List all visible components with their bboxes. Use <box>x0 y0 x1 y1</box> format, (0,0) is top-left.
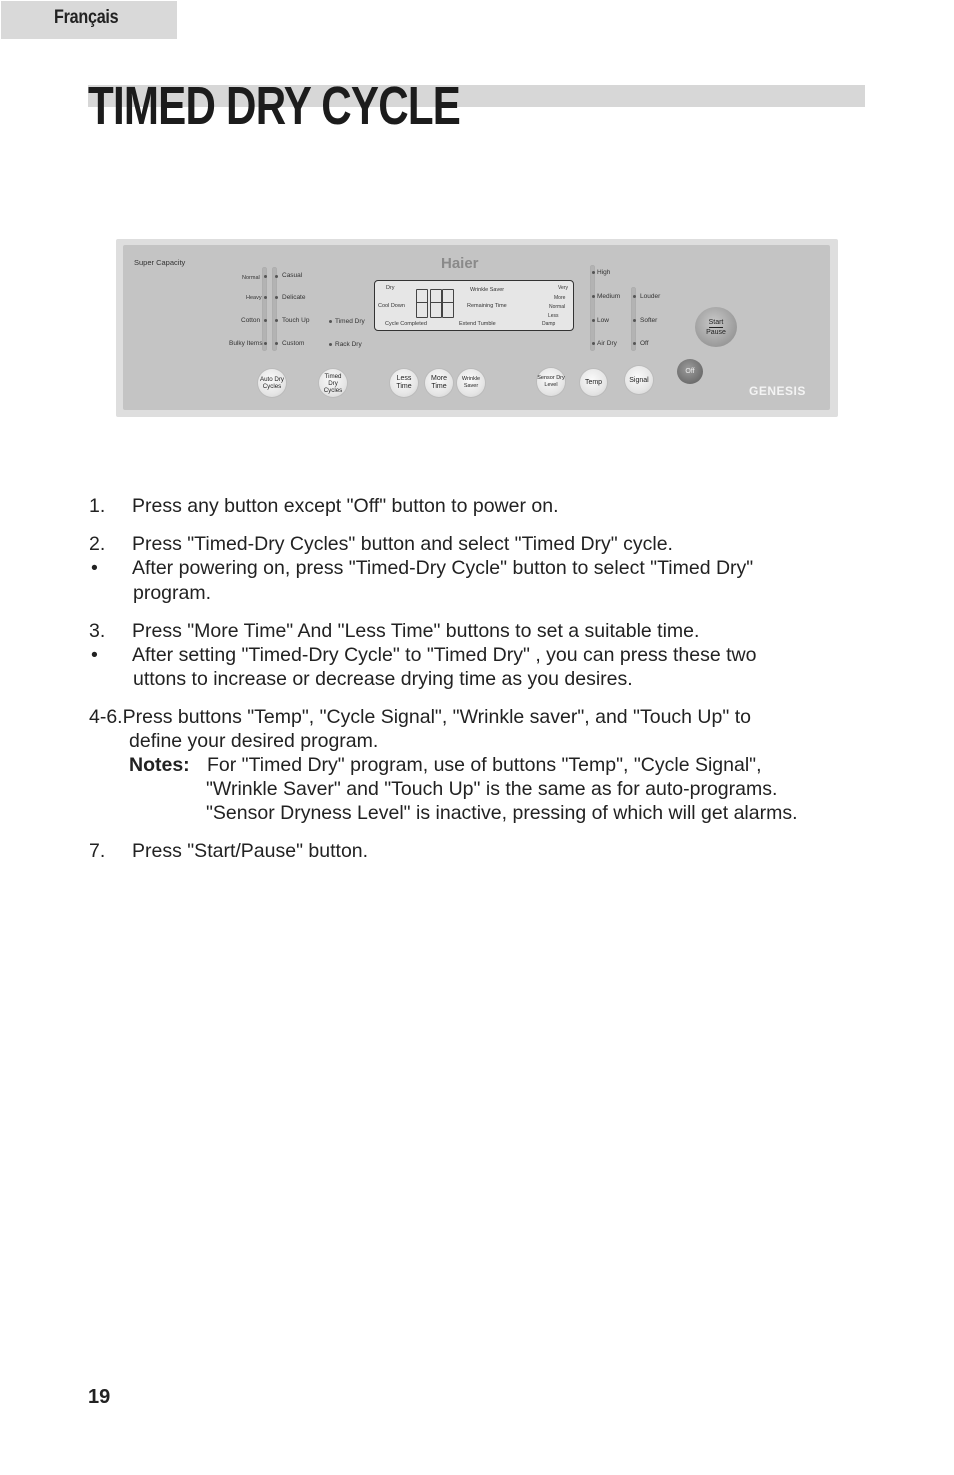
step-1-text: Press any button except "Off" button to power on. <box>132 495 559 517</box>
cycle-delicate-label: Delicate <box>282 294 306 301</box>
bullet-1-line-2: program. <box>133 582 212 604</box>
display-extend-label: Extend Tumble <box>459 321 496 327</box>
notes-label: Notes: <box>129 754 190 776</box>
wrinkle-saver-button: Wrinkle Saver <box>457 369 485 397</box>
indicator-dot <box>329 320 332 323</box>
temp-medium-label: Medium <box>597 293 621 300</box>
step-2-text: Press "Timed-Dry Cycles" button and select "Timed Dry" cycle. <box>132 533 673 555</box>
display-completed-label: Cycle Completed <box>385 321 427 327</box>
digit-segment <box>430 289 442 318</box>
cycle-cotton-label: Cotton <box>241 317 261 324</box>
dryness-normal: Normal <box>549 304 566 310</box>
indicator-dot <box>264 319 267 322</box>
language-tab <box>1 1 177 39</box>
display-dry-label: Dry <box>386 285 395 291</box>
bullet-2-line-1: After setting "Timed-Dry Cycle" to "Timed Dry" , you can press these two <box>132 644 757 666</box>
indicator-dot <box>633 342 636 345</box>
timed-dry-label: Timed Dry <box>335 318 365 325</box>
page-number: 19 <box>88 1386 111 1408</box>
dryness-less: Less <box>548 313 559 319</box>
temp-low-label: Low <box>597 317 609 324</box>
auto-dry-cycles-button: Auto Dry Cycles <box>258 369 286 397</box>
step-3-number: 3. <box>89 620 106 642</box>
cycle-heavy-label: Heavy <box>246 295 262 301</box>
step-7-text: Press "Start/Pause" button. <box>132 840 369 862</box>
notes-line-1: For "Timed Dry" program, use of buttons "Temp", "Cycle Signal", <box>207 754 762 776</box>
step-2-number: 2. <box>89 533 106 555</box>
page-title: TIMED DRY CYCLE <box>88 76 461 136</box>
bullet: • <box>91 557 98 579</box>
language-label: Français <box>54 7 119 28</box>
start-label: Start <box>708 318 724 326</box>
timed-dry-cycles-button: Timed Dry Cycles <box>319 369 347 397</box>
cycle-bulky-label: Bulky Items <box>229 340 263 347</box>
indicator-dot <box>275 342 278 345</box>
digit-segment <box>442 289 454 318</box>
display-wrinkle-label: Wrinkle Saver <box>470 287 505 293</box>
display-remaining-label: Remaining Time <box>467 303 507 309</box>
sensor-dry-level-button: Sensor Dry Level <box>537 368 565 396</box>
indicator-dot <box>275 296 278 299</box>
lcd-display <box>374 280 574 331</box>
temp-slot <box>590 265 595 351</box>
cycle-normal-label: Normal <box>242 275 260 281</box>
indicator-dot <box>633 295 636 298</box>
more-time-button: More Time <box>425 369 453 397</box>
rack-dry-label: Rack Dry <box>335 341 362 348</box>
display-cooldown-label: Cool Down <box>378 303 405 309</box>
cycle-custom-label: Custom <box>282 340 305 347</box>
notes-line-3: "Sensor Dryness Level" is inactive, pressing of which will get alarms. <box>206 802 798 824</box>
indicator-dot <box>275 275 278 278</box>
dryness-very: Very <box>558 285 569 291</box>
cycle-slot-left <box>262 267 267 351</box>
bullet-1-line-1: After powering on, press "Timed-Dry Cycle" button to select "Timed Dry" <box>132 557 754 579</box>
signal-off-label: Off <box>640 340 649 347</box>
indicator-dot <box>264 275 267 278</box>
digit-segment <box>416 289 428 318</box>
cycle-touchup-label: Touch Up <box>282 317 310 324</box>
step-3-text: Press "More Time" And "Less Time" buttons to set a suitable time. <box>132 620 700 642</box>
indicator-dot <box>592 271 595 274</box>
signal-button: Signal <box>625 366 653 394</box>
less-time-button: Less Time <box>390 369 418 397</box>
bullet-2-line-2: uttons to increase or decrease drying time as you desires. <box>133 668 633 690</box>
signal-softer-label: Softer <box>640 317 658 324</box>
indicator-dot <box>329 343 332 346</box>
temp-airdry-label: Air Dry <box>597 340 617 347</box>
bullet: • <box>91 644 98 666</box>
step-4-6-line-1: 4-6.Press buttons "Temp", "Cycle Signal", "Wrinkle saver", and "Touch Up" to <box>89 706 751 728</box>
genesis-logo: GENESIS <box>749 384 806 398</box>
signal-louder-label: Louder <box>640 293 661 300</box>
brand-logo: Haier <box>441 255 479 272</box>
dryness-more: More <box>554 295 566 301</box>
step-1-number: 1. <box>89 495 106 517</box>
temp-high-label: High <box>597 269 611 276</box>
off-button: Off <box>677 359 703 384</box>
pause-label: Pause <box>706 328 726 336</box>
indicator-dot <box>264 342 267 345</box>
indicator-dot <box>264 296 267 299</box>
notes-line-2: "Wrinkle Saver" and "Touch Up" is the same as for auto-programs. <box>206 778 778 800</box>
start-pause-button <box>695 307 737 347</box>
temp-button: Temp <box>580 369 607 396</box>
indicator-dot <box>275 319 278 322</box>
cycle-casual-label: Casual <box>282 272 303 279</box>
step-7-number: 7. <box>89 840 106 862</box>
indicator-dot <box>592 319 595 322</box>
dryness-damp: Damp <box>542 321 556 327</box>
indicator-dot <box>592 342 595 345</box>
indicator-dot <box>633 319 636 322</box>
cycle-slot-right <box>272 267 277 351</box>
indicator-dot <box>592 295 595 298</box>
super-capacity-label: Super Capacity <box>134 258 186 267</box>
step-4-6-line-2: define your desired program. <box>129 730 379 752</box>
